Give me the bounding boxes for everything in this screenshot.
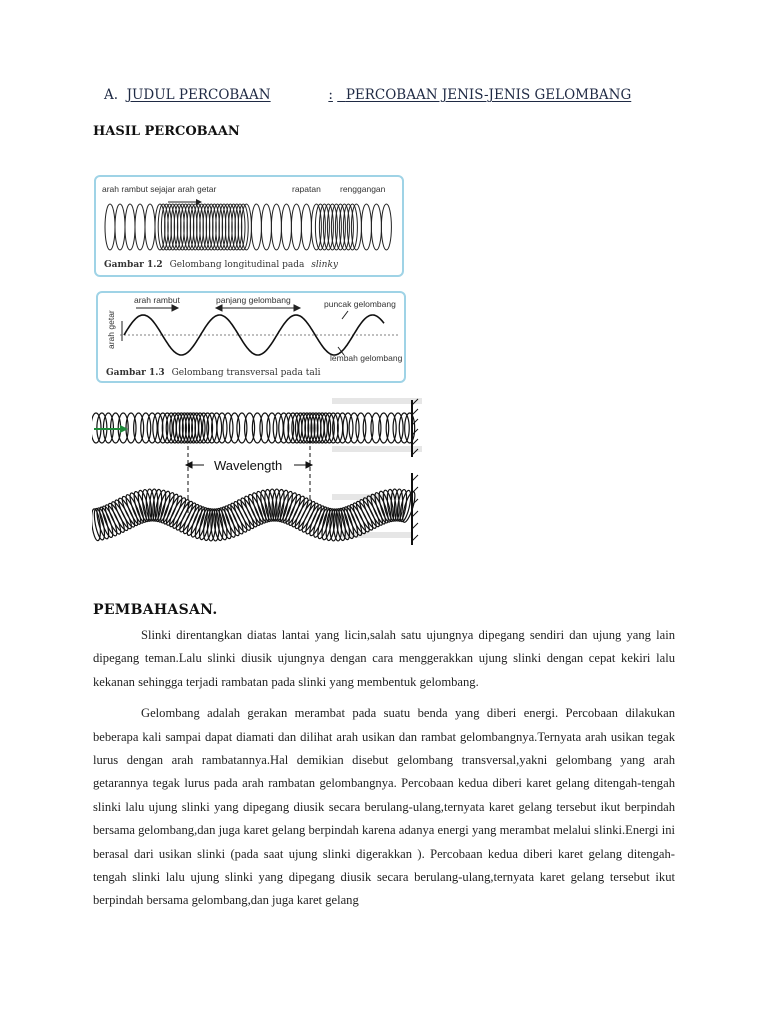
discussion-body — [93, 624, 675, 921]
paragraph-2: Gelombang adalah gerakan merambat pada suatu benda yang diberi energi. Percobaan dilakukan beberapa kali sampai dapat diamati dan dilihat arah usikan dan rambat gelombangnya.Ternyata arah usikan tegak lurus dengan arah rambatannya.Hal demikian disebut gelombang transversal,yakni gelombang yang arah getarannya tegak lurus pada arah rambatan gelombangnya. Percobaan kedua diberi karet gelang ditengah-tengah slinki lalu ujung slinki yang dipegang diusik secara berulang-ulang,ternyata karet gelang tersebut ikut berpindah bersama gelombang,dan juga karet gelang berpindah karena adanya energi yang merambat melalui slinki.Energi ini berasal dari usikan slinki (pada saat ujung slinki digerakkan ). Percobaan kedua diberi karet gelang ditengah-tengah slinki lalu ujung slinki yang dipegang diusik secara berulang-ulang,ternyata karet gelang tersebut ikut berpindah bersama gelombang,dan juga karet gelang — [93, 706, 675, 908]
slinky-coil — [135, 204, 145, 250]
colon-char: : — [328, 87, 333, 103]
fig1-label-right: renggangan — [340, 184, 386, 194]
slinky-coil — [145, 204, 155, 250]
title-text: PERCOBAAN JENIS-JENIS GELOMBANG — [345, 87, 632, 103]
slinky-coil — [261, 204, 271, 250]
fig2-caption-bold: Gambar 1.3 — [106, 368, 165, 378]
fig1-label-mid: rapatan — [292, 184, 321, 194]
slinky-coil — [393, 413, 403, 443]
fig2-caption — [106, 368, 321, 378]
fig2-label-vertical: arah getar — [106, 310, 116, 349]
slinky-coil — [125, 204, 135, 250]
slinky-coil — [245, 413, 255, 443]
fig2-label-puncak: puncak gelombang — [324, 299, 396, 309]
fig2-caption-text: Gelombang transversal pada tali — [171, 368, 321, 378]
fig2-label-arah: arah rambut — [134, 295, 180, 305]
slinky-coil — [361, 204, 371, 250]
section-label: JUDUL PERCOBAAN — [126, 87, 271, 103]
slinky-coil — [301, 204, 311, 250]
pembahasan-heading: PEMBAHASAN. — [93, 602, 218, 618]
slinky-coil — [363, 413, 373, 443]
transversal-diagram — [98, 293, 404, 381]
figure-transversal — [96, 291, 406, 383]
slinky-wavelength-diagram — [92, 395, 432, 575]
slinky-coil — [267, 413, 277, 443]
fig1-label-left: arah rambut sejajar arah getar — [102, 184, 217, 194]
slinky-coil — [271, 204, 281, 250]
figure-longitudinal — [94, 175, 404, 277]
fig2-label-lembah: lembah gelombang — [330, 353, 403, 363]
slinky-coil — [147, 413, 157, 443]
slinky-coil — [371, 204, 381, 250]
section-letter: A. — [104, 87, 119, 103]
slinky-coil — [291, 204, 301, 250]
longitudinal-diagram — [96, 177, 402, 275]
wavelength-label: Wavelength — [214, 458, 283, 473]
fig1-caption-italic: slinky — [311, 260, 339, 270]
section-heading — [104, 87, 631, 103]
fig2-arrows — [136, 305, 348, 355]
fig2-label-panjang: panjang gelombang — [216, 295, 291, 305]
slinky-coils — [105, 204, 391, 250]
slinky-coil — [251, 204, 261, 250]
slinky-coil — [381, 204, 391, 250]
slinky-coil — [371, 413, 381, 443]
slinky-coil — [141, 413, 151, 443]
hasil-heading: HASIL PERCOBAAN — [93, 124, 240, 139]
compressed-slinky — [92, 413, 415, 443]
fig1-caption-text: Gelombang longitudinal pada — [169, 260, 305, 270]
section-colon — [275, 87, 333, 103]
figure-slinky-wavelength — [92, 395, 432, 575]
slinky-coil — [115, 204, 125, 250]
fig1-caption — [104, 260, 339, 270]
paragraph-1: Slinki direntangkan diatas lantai yang licin,salah satu ujungnya dipegang sendiri dan ujung yang lain dipegang teman.Lalu slinki diusik ujungnya dengan cara menggerakkan ujung slinki dengan cepat kekiri lalu kekanan sehingga terjadi rambatan pada slinki yang membentuk gelombang. — [93, 628, 675, 689]
section-title — [337, 87, 631, 103]
slinky-coil — [281, 204, 291, 250]
slinky-coil — [105, 204, 115, 250]
fig1-caption-bold: Gambar 1.2 — [104, 260, 163, 270]
